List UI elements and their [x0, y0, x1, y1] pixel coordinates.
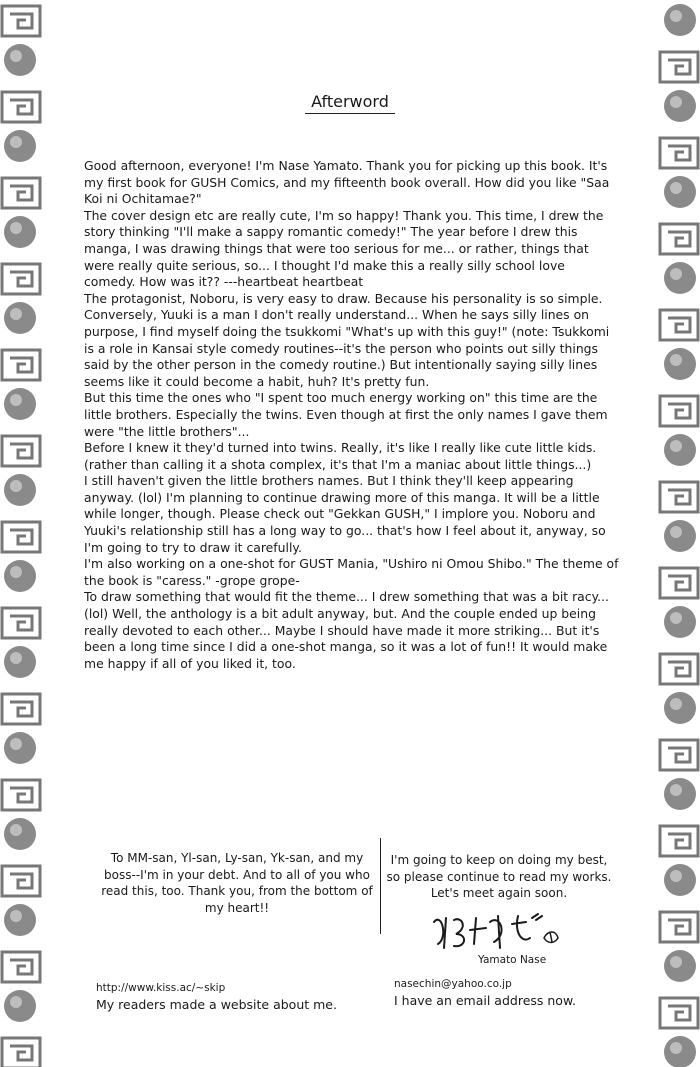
paragraph: Conversely, Yuuki is a man I don't really understand... When he says silly lines on purpose, I find myself doing the tsukkomi "What's up with this guy!" (note: Tsukkomi is a role in Kansai style comedy routines--it's the person who points out silly things said by the other person in the comedy routine.) But intentionally saying silly lines seems like it could become a habit, huh? It's pretty fun. [84, 307, 610, 389]
closing-message: I'm going to keep on doing my best, so please continue to read my works. Let's meet again soon. [386, 853, 612, 900]
right-decorative-border [656, 0, 700, 1067]
signature-name: Yamato Nase [478, 954, 547, 966]
title-text: Afterword [305, 92, 395, 114]
paragraph: Before I knew it they'd turned into twins. Really, it's like I really like cute little kids. (rather than calling it a shota complex, it's that I'm a maniac about little things...) [84, 440, 597, 472]
paragraph: But this time the ones who "I spent too much energy working on" this time are the little brothers. Especially the twins. Even though at first the only names I gave them were "the little brothers"... [84, 390, 608, 439]
website-url: http://www.kiss.ac/~skip [96, 982, 226, 994]
right-border-pattern [656, 0, 700, 1067]
afterword-body [84, 158, 620, 672]
email-note: I have an email address now. [394, 993, 577, 1008]
vertical-divider [380, 838, 381, 934]
paragraph: I'm also working on a one-shot for GUST Mania, "Ushiro ni Omou Shibo." The theme of the book is "caress." -grope grope- [84, 556, 619, 588]
website-note: My readers made a website about me. [96, 997, 337, 1012]
signature-graphic [428, 908, 568, 952]
author-signature [428, 908, 568, 956]
paragraph: The protagonist, Noboru, is very easy to draw. Because his personality is so simple. [84, 290, 603, 306]
paragraph: Good afternoon, everyone! I'm Nase Yamato. Thank you for picking up this book. It's my first book for GUSH Comics, and my fifteenth book overall. How did you like "Saa Koi ni Ochitamae?" [84, 158, 610, 207]
email-address: nasechin@yahoo.co.jp [394, 978, 512, 990]
email-info [394, 978, 576, 1008]
paragraph: The cover design etc are really cute, I'm so happy! Thank you. This time, I drew the story thinking "I'll make a sappy romantic comedy!" The year before I drew this manga, I was drawing things that were too serious for me... or rather, things that were really quite serious, so... I thought I'd make this a really silly school love comedy. How was it?? ---heartbeat heartbeat [84, 207, 604, 290]
website-info [96, 982, 337, 1012]
left-border-pattern [0, 0, 44, 1067]
paragraph: To draw something that would fit the theme... I drew something that was a bit racy... (lol) Well, the anthology is a bit adult anyway, but. And the couple ended up being really devoted to each other... Maybe I should have made it more striking... But it's been a long time since I did a one-shot manga, so it was a lot of fun!! It would make me happy if all of you liked it, too. [84, 589, 609, 671]
page-title [0, 92, 700, 111]
thanks-message: To MM-san, Yl-san, Ly-san, Yk-san, and my boss--I'm in your debt. And to all of you who read this, too. Thank you, from the bottom of my heart!! [101, 851, 373, 915]
paragraph: I still haven't given the little brothers names. But I think they'll keep appearing anyway. (lol) I'm planning to continue drawing more of this manga. It will be a little while longer, though. Please check out "Gekkan GUSH," I implore you. Noboru and Yuuki's relationship still has a long way to go... that's how I feel about it, anyway, so I'm going to try to draw it carefully. [84, 473, 606, 555]
left-decorative-border [0, 0, 44, 1067]
